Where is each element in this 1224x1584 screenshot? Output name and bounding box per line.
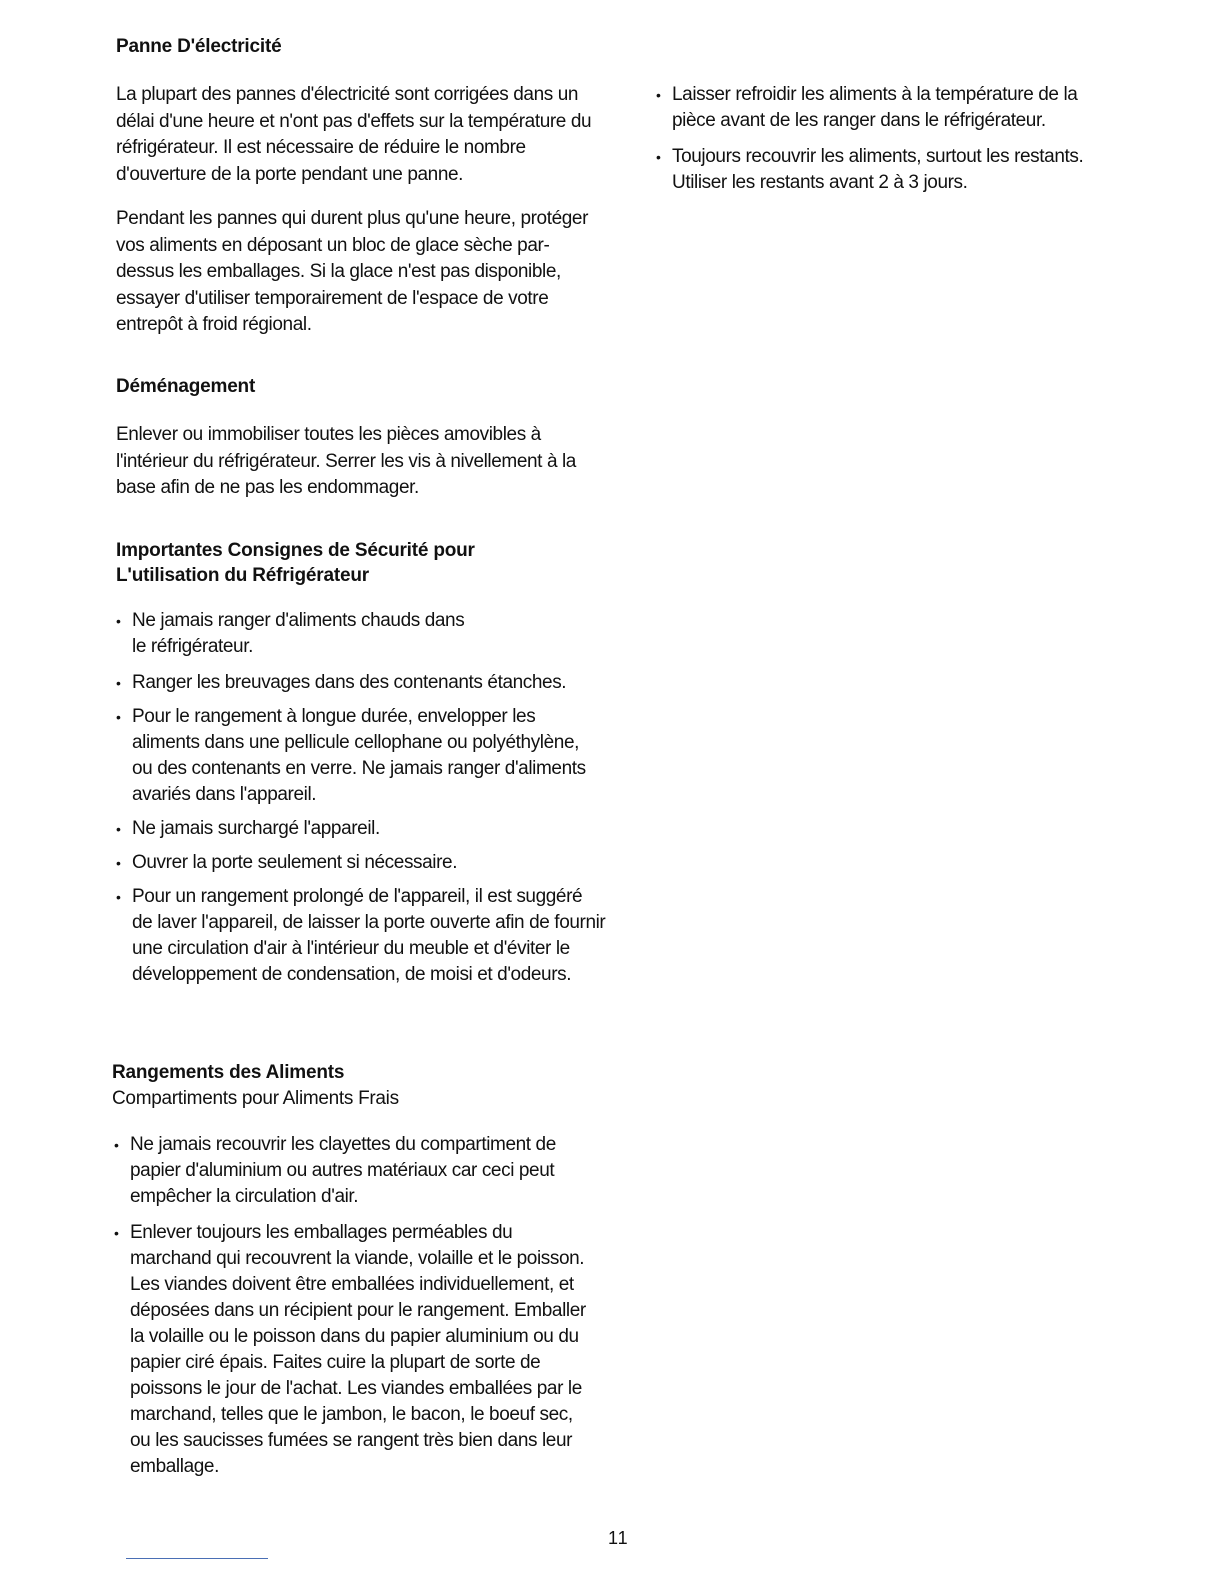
list-item-text: Pour le rangement à longue durée, envelopper les aliments dans une pellicule cellophane ou polyéthylène, ou des contenants en verre. Ne jamais ranger d'aliments avariés dans l'appareil. (132, 706, 586, 805)
list-item (114, 1220, 590, 1480)
list-item-text: Ranger les breuvages dans des contenants étanches. (132, 672, 567, 693)
moving-paragraph: Enlever ou immobiliser toutes les pièces amovibles à l'intérieur du réfrigérateur. Serrer les vis à nivellement à la base afin de ne pas les endommager. (116, 424, 576, 498)
safety-heading-line-1: Importantes Consignes de Sécurité pour (116, 540, 475, 561)
list-item (116, 670, 594, 696)
bullet-icon: • (116, 709, 121, 725)
safety-list (116, 608, 606, 988)
bullet-icon: • (114, 1225, 119, 1241)
list-item-text: Ne jamais ranger d'aliments chauds dans le réfrigérateur. (132, 610, 465, 657)
list-item (116, 704, 602, 808)
list-item-text: Pour un rangement prolongé de l'appareil, il est suggéré de laver l'appareil, de laisser la porte ouverte afin de fournir une circulation d'air à l'intérieur du meuble et d'éviter le développement de condensation, de moisi et d'odeurs. (132, 886, 606, 985)
list-item (116, 608, 477, 660)
list-item (656, 82, 1101, 134)
list-item-text: Ne jamais surchargé l'appareil. (132, 818, 380, 839)
bullet-icon: • (656, 87, 661, 103)
right-column-list (656, 82, 1101, 196)
bullet-icon: • (656, 149, 661, 165)
food-storage-heading: Rangements des Aliments (112, 1062, 345, 1083)
list-item (116, 884, 607, 988)
bullet-icon: • (116, 675, 121, 691)
bullet-icon: • (116, 821, 121, 837)
bullet-icon: • (116, 855, 121, 871)
list-item (114, 1132, 578, 1210)
list-item-text: Enlever toujours les emballages perméables du marchand qui recouvrent la viande, volaille et le poisson. Les viandes doivent être emballées individuellement, et déposées dans un récipient pour le rangement. Emballer la volaille ou le poisson dans du papier aluminium ou du papier ciré épais. Faites cuire la plupart de sorte de poissons le jour de l'achat. Les viandes emballées par le marchand, telles que le jambon, le bacon, le boeuf sec, ou les saucisses fumées se rangent très bien dans leur emballage. (130, 1222, 586, 1477)
list-item-text: Laisser refroidir les aliments à la température de la pièce avant de les ranger dans le réfrigérateur. (672, 84, 1078, 131)
footer-divider (126, 1558, 268, 1559)
list-item-text: Toujours recouvrir les aliments, surtout les restants. Utiliser les restants avant 2 à 3 jours. (672, 146, 1084, 193)
power-outage-paragraph-1: La plupart des pannes d'électricité sont corrigées dans un délai d'une heure et n'ont pas d'effets sur la température du réfrigérateur. Il est nécessaire de réduire le nombre d'ouverture de la porte pendant une panne. (116, 84, 592, 185)
bullet-icon: • (116, 889, 121, 905)
safety-heading-line-2: L'utilisation du Réfrigérateur (116, 565, 369, 586)
list-item (116, 850, 594, 876)
list-item (116, 816, 594, 842)
power-outage-heading: Panne D'électricité (116, 36, 282, 57)
bullet-icon: • (116, 613, 121, 629)
food-storage-subheading: Compartiments pour Aliments Frais (112, 1088, 399, 1109)
moving-heading: Déménagement (116, 376, 256, 397)
list-item-text: Ne jamais recouvrir les clayettes du compartiment de papier d'aluminium ou autres matériaux car ceci peut empêcher la circulation d'air. (130, 1134, 556, 1207)
page-number: 11 (608, 1528, 629, 1548)
list-item-text: Ouvrer la porte seulement si nécessaire. (132, 852, 458, 873)
power-outage-paragraph-2: Pendant les pannes qui durent plus qu'une heure, protéger vos aliments en déposant un bloc de glace sèche par-dessus les emballages. Si la glace n'est pas disponible, essayer d'utiliser temporairement de l'espace de votre entrepôt à froid régional. (116, 208, 589, 335)
bullet-icon: • (114, 1137, 119, 1153)
food-storage-list (114, 1132, 586, 1480)
list-item (656, 144, 1101, 196)
